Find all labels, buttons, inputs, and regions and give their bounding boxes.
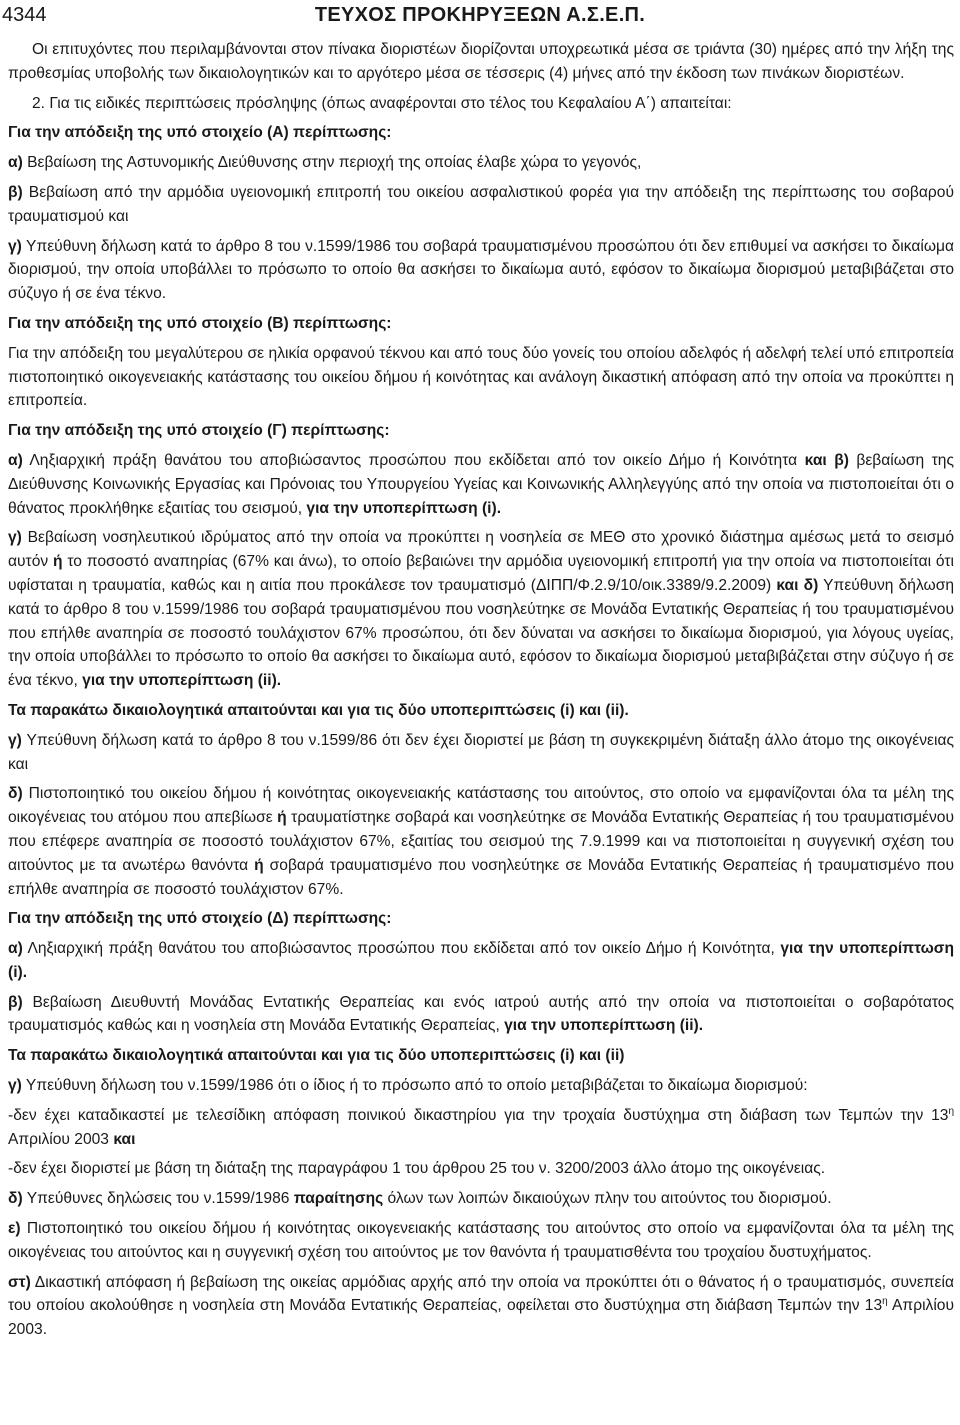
item-label: ε) <box>8 1220 21 1238</box>
ordinal-suffix: η <box>882 1296 888 1308</box>
item-text: Βεβαίωση από την αρμόδια υγειονομική επιτροπή του οικείου ασφαλιστικού φορέα για την απόδειξη της περίπτωσης του σοβαρού τραυματισμού και <box>8 183 954 225</box>
case-d-item-d <box>8 1187 954 1211</box>
item-text: Υπεύθυνη δήλωση κατά το άρθρο 8 του ν.1599/1986 του σοβαρά τραυματισμένου προσώπου ότι δεν επιθυμεί να ασκήσει το δικαίωμα διορισμού, την οποία υποβάλλει το πρόσωπο το οποίο θα ασκήσει το δικαίωμα αυτό, εφόσον το δικαίωμα διορισμού μεταβιβάζεται στο σύζυγο ή σε ένα τέκνο. <box>8 237 954 303</box>
subcase-label: για την υποπερίπτωση (ii). <box>82 672 282 690</box>
ordinal-suffix: η <box>948 1105 954 1117</box>
emphasis: και <box>113 1130 136 1148</box>
item-text: Υπεύθυνη δήλωση κατά το άρθρο 8 του ν.1599/1986 του σοβαρά τραυματισμένου που νοσηλεύτηκε σε Μονάδα Εντατικής Θεραπείας ή του τραυματισμένου που επήλθε αναπηρία σε ποσοστό τουλάχιστον 67% προσώπου, ότι δεν δύναται να ασκήσει το δικαίωμα διορισμού, για λόγους υγείας, την οποία υποβάλλει το πρόσωπο το οποίο θα ασκήσει το δικαίωμα αυτό, εφόσον το δικαίωμα διορισμού μεταβιβάζεται στην σύζυγο ή σε ένα τέκνο, <box>8 576 955 690</box>
item-text: Απριλίου 2003. <box>8 1297 954 1339</box>
case-b-heading: Για την απόδειξη της υπό στοιχείο (Β) περίπτωσης: <box>8 314 392 332</box>
emphasis: ή <box>277 809 287 827</box>
item-label: α) <box>8 451 23 469</box>
item-label: γ) <box>8 1077 22 1095</box>
case-d-item-st <box>8 1271 954 1342</box>
case-a-heading: Για την απόδειξη της υπό στοιχείο (Α) περίπτωσης: <box>8 124 392 142</box>
item-label: α) <box>8 154 23 172</box>
item-label: δ) <box>8 1190 23 1208</box>
issue-title: ΤΕΥΧΟΣ ΠΡΟΚΗΡΥΞΕΩΝ Α.Σ.Ε.Π. <box>314 4 646 26</box>
section-2-paragraph: 2. Για τις ειδικές περιπτώσεις πρόσληψης (όπως αναφέρονται στο τέλος του Κεφαλαίου Α΄) απαιτείται: <box>32 94 732 112</box>
item-label: και β) <box>804 451 849 469</box>
case-d-item-b <box>8 991 954 1039</box>
item-text: Υπεύθυνες δηλώσεις του ν.1599/1986 <box>22 1190 294 1208</box>
case-d-heading: Για την απόδειξη της υπό στοιχείο (Δ) περίπτωσης: <box>8 910 392 928</box>
case-a-item-c <box>8 235 954 306</box>
item-text: βεβαίωση της Διεύθυνσης Κοινωνικής Εργασίας και Πρόνοιας του Υπουργείου Υγείας και Κοινωνικής Αλληλεγγύης από την οποία να πιστοποιείται ότι ο θάνατος προκλήθηκε εξαιτίας του σεισμού, <box>8 451 954 517</box>
case-c-item-g <box>8 729 954 777</box>
item-text: Δικαστική απόφαση ή βεβαίωση της οικείας αρμόδιας αρχής από την οποία να προκύπτει ότι ο θάνατος ή ο τραυματισμός, συνεπεία του οποίου ακολούθησε η νοσηλεία στη Μονάδα Εντατικής Θεραπείας, οφείλεται στο δυστύχημα στη διάβαση Τεμπών την 13 <box>8 1273 954 1315</box>
emphasis: ή <box>53 553 63 571</box>
item-label: β) <box>8 183 23 201</box>
item-label: και δ) <box>776 576 819 594</box>
page-header <box>0 2 960 32</box>
item-label: γ) <box>8 529 22 547</box>
emphasis: ή <box>254 856 264 874</box>
item-text: Βεβαίωση νοσηλευτικού ιδρύματος από την οποία να προκύπτει η νοσηλεία σε ΜΕΘ στο χρονικό διάστημα αμέσως μετά το σεισμό αυτόν <box>8 529 954 571</box>
case-d-dash-1 <box>8 1104 954 1152</box>
item-text: τραυματίστηκε σοβαρά και νοσηλεύτηκε σε Μονάδα Εντατικής Θεραπείας ή του τραυματισμένου που επέφερε αναπηρία σε ποσοστό τουλάχιστον 67%, εξαιτίας του σεισμού της 7.9.1999 και να πιστοποιείται η συγγενική σχέση του αιτούντος με τα ανωτέρω θανόντα <box>8 809 954 874</box>
intro-paragraph: Οι επιτυχόντες που περιλαμβάνονται στον πίνακα διοριστέων διορίζονται υποχρεωτικά μέσα σε τριάντα (30) ημέρες από την λήξη της προθεσμίας υποβολής των δικαιολογητικών και το αργότερο μέσα σε τέσσερις (4) μήνες από την έκδοση των πινάκων διοριστέων. <box>8 41 954 82</box>
item-text: Ληξιαρχική πράξη θανάτου του αποβιώσαντος προσώπου που εκδίδεται από τον οικείο Δήμο ή Κοινότητα, <box>22 940 781 958</box>
subcase-label: για την υποπερίπτωση (ii). <box>504 1017 704 1035</box>
item-text: σοβαρά τραυματισμένο που νοσηλεύτηκε σε Μονάδα Εντατικής Θεραπείας ή τραυματισμένο που επήλθε αναπηρία σε ποσοστό τουλάχιστον 67%. <box>8 856 954 898</box>
case-d-item-g <box>8 1074 954 1098</box>
item-text: -δεν έχει καταδικαστεί με τελεσίδικη απόφαση ποινικού δικαστηρίου για την τροχαία δυστύχημα στη διάβαση των Τεμπών την 13 <box>8 1106 949 1124</box>
case-c-item-d <box>8 782 954 901</box>
item-text: όλων των λοιπών δικαιούχων πλην του αιτούντος του διορισμού. <box>383 1190 832 1208</box>
case-d-both-heading: Τα παρακάτω δικαιολογητικά απαιτούνται και για τις δύο υποπεριπτώσεις (i) και (ii) <box>8 1047 625 1065</box>
item-text: Πιστοποιητικό του οικείου δήμου ή κοινότητας οικογενειακής κατάστασης του αιτούντος, στο οποίο να εμφανίζονται όλα τα μέλη της οικογένειας του ατόμου που απεβίωσε <box>8 785 954 827</box>
case-a-item-a <box>8 151 954 175</box>
emphasis: παραίτησης <box>293 1190 384 1208</box>
case-c-both-heading: Τα παρακάτω δικαιολογητικά απαιτούνται και για τις δύο υποπεριπτώσεις (i) και (ii). <box>8 701 629 719</box>
subcase-label: για την υποπερίπτωση (i). <box>8 940 954 981</box>
item-label: γ) <box>8 731 22 749</box>
item-text: Ληξιαρχική πράξη θανάτου του αποβιώσαντος προσώπου που εκδίδεται από τον οικείο Δήμο ή Κοινότητα <box>22 451 805 469</box>
item-text: Απριλίου 2003 <box>8 1130 114 1148</box>
document-body <box>8 38 954 1348</box>
item-text: το ποσοστό αναπηρίας (67% και άνω), το οποίο βεβαιώνει την αρμόδια υγειονομική επιτροπή για την οποία να πιστοποιείται ότι υφίσταται η τραυματία, καθώς και η αιτία που προκάλεσε τον τραυματισμό (ΔΙΠΠ/Φ.2.9/10/οικ.3389/9.2.2009) <box>8 553 954 594</box>
case-d-item-a <box>8 937 954 985</box>
item-text: Βεβαίωση Διευθυντή Μονάδας Εντατικής Θεραπείας και ενός ιατρού αυτής από την οποία να πιστοποιείται ο σοβαρότατος τραυματισμός καθώς και η νοσηλεία στη Μονάδα Εντατικής Θεραπείας, <box>8 993 954 1035</box>
item-text: Πιστοποιητικό του οικείου δήμου ή κοινότητας οικογενειακής κατάστασης του αιτούντος στο οποίο να εμφανίζονται όλα τα μέλη της οικογένειας του αιτούντος και η συγγενική σχέση του αιτούντος με τον θανόντα ή τραυματισθέντα του τροχαίου δυστυχήματος. <box>8 1220 954 1261</box>
case-c-items-a-b <box>8 449 954 520</box>
subcase-label: για την υποπερίπτωση (i). <box>306 499 502 517</box>
case-d-dash-2: -δεν έχει διοριστεί με βάση τη διάταξη της παραγράφου 1 του άρθρου 25 του ν. 3200/2003 άλλο άτομο της οικογένειας. <box>8 1160 826 1178</box>
item-label: γ) <box>8 237 22 255</box>
item-label: δ) <box>8 785 23 803</box>
case-c-items-c-d <box>8 526 954 693</box>
case-c-heading: Για την απόδειξη της υπό στοιχείο (Γ) περίπτωσης: <box>8 422 390 440</box>
item-text: Υπεύθυνη δήλωση κατά το άρθρο 8 του ν.1599/86 ότι δεν έχει διοριστεί με βάση τη συγκεκριμένη διάταξη άλλο άτομο της οικογένειας και <box>8 731 954 773</box>
case-d-item-e <box>8 1217 954 1265</box>
item-label: στ) <box>8 1273 31 1291</box>
case-a-item-b <box>8 181 954 229</box>
item-label: β) <box>8 993 23 1011</box>
page-number: 4344 <box>2 4 47 26</box>
case-b-paragraph: Για την απόδειξη του μεγαλύτερου σε ηλικία ορφανού τέκνου και από τους δύο γονείς του οποίου αδελφός ή αδελφή τελεί υπό επιτροπεία πιστοποιητικό οικογενειακής κατάστασης του οικείου δήμου ή κοινότητας και ανάλογη δικαστική απόφαση από την οποία να προκύπτει η επιτροπεία. <box>8 344 954 410</box>
item-label: α) <box>8 940 23 958</box>
item-text: Βεβαίωση της Αστυνομικής Διεύθυνσης στην περιοχή της οποίας έλαβε χώρα το γεγονός, <box>22 154 642 172</box>
item-text: Υπεύθυνη δήλωση του ν.1599/1986 ότι ο ίδιος ή το πρόσωπο από το οποίο μεταβιβάζεται το δικαίωμα διορισμού: <box>21 1077 808 1095</box>
